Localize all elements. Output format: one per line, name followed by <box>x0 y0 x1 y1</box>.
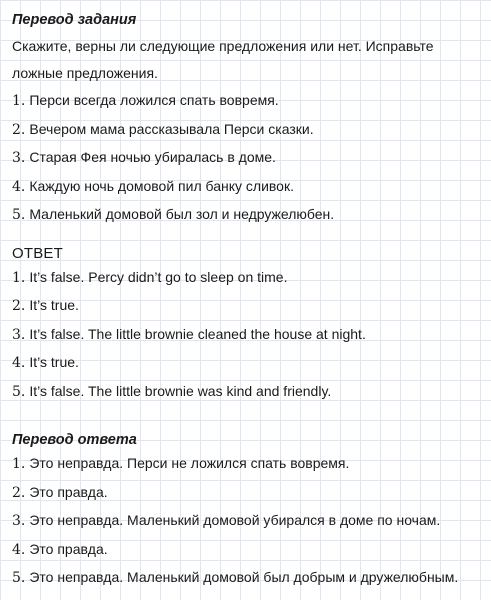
translation-item <box>12 536 482 565</box>
task-item <box>12 87 482 116</box>
answer-list <box>12 264 482 407</box>
translation-item <box>12 479 482 508</box>
item-number: 5. <box>12 207 26 223</box>
task-translation-heading: Перевод задания <box>12 12 137 28</box>
item-text: Маленький домовой был зол и недружелюбен. <box>29 206 335 222</box>
item-text: Каждую ночь домовой пил банку сливок. <box>29 177 294 194</box>
answer-translation-heading: Перевод ответа <box>12 432 137 448</box>
item-number: 5. <box>12 383 26 400</box>
item-number: 4. <box>12 355 26 371</box>
item-text: It’s true. <box>29 354 79 370</box>
item-number: 3. <box>12 326 26 343</box>
item-number: 5. <box>12 570 26 586</box>
item-text: Это неправда. Маленький домовой был добрым и дружелюбным. <box>29 569 459 585</box>
translation-list <box>12 450 482 593</box>
item-number: 4. <box>12 178 26 195</box>
answer-item <box>12 292 482 321</box>
task-item <box>12 116 482 145</box>
item-text: It’s true. <box>29 297 79 313</box>
translation-item <box>12 507 482 536</box>
item-text: Это неправда. Маленький домовой убирался в доме по ночам. <box>29 512 441 528</box>
item-number: 4. <box>12 541 26 558</box>
translation-item <box>12 450 482 479</box>
task-item <box>12 201 482 230</box>
task-intro: Скажите, верны ли следующие предложения или нет. Исправьте ложные предложения. <box>12 38 434 81</box>
answer-item <box>12 378 482 407</box>
item-text: Перси всегда ложился спать вовремя. <box>29 92 279 108</box>
item-text: Старая Фея ночью убиралась в доме. <box>29 149 276 165</box>
task-list <box>12 87 482 230</box>
item-text: Это правда. <box>29 483 108 500</box>
answer-item <box>12 321 482 350</box>
item-text: It’s false. Percy didn’t go to sleep on time. <box>29 268 288 285</box>
item-text: Это правда. <box>29 540 108 557</box>
task-item <box>12 144 482 173</box>
document-page <box>12 10 482 593</box>
item-number: 2. <box>12 298 26 314</box>
item-number: 3. <box>12 513 26 529</box>
item-text: Это неправда. Перси не ложился спать вовремя. <box>29 455 350 471</box>
item-number: 1. <box>12 269 26 286</box>
item-number: 1. <box>12 93 26 109</box>
item-number: 3. <box>12 150 26 166</box>
answer-item <box>12 264 482 293</box>
answer-item <box>12 349 482 378</box>
item-number: 1. <box>12 456 26 472</box>
answer-heading: ОТВЕТ <box>12 244 64 262</box>
task-item <box>12 173 482 202</box>
item-text: It’s false. The little brownie was kind and friendly. <box>29 382 332 399</box>
item-text: It’s false. The little brownie cleaned the house at night. <box>29 325 366 342</box>
item-text: Вечером мама рассказывала Перси сказки. <box>29 120 314 137</box>
item-number: 2. <box>12 121 26 138</box>
translation-item <box>12 564 482 593</box>
item-number: 2. <box>12 484 26 501</box>
